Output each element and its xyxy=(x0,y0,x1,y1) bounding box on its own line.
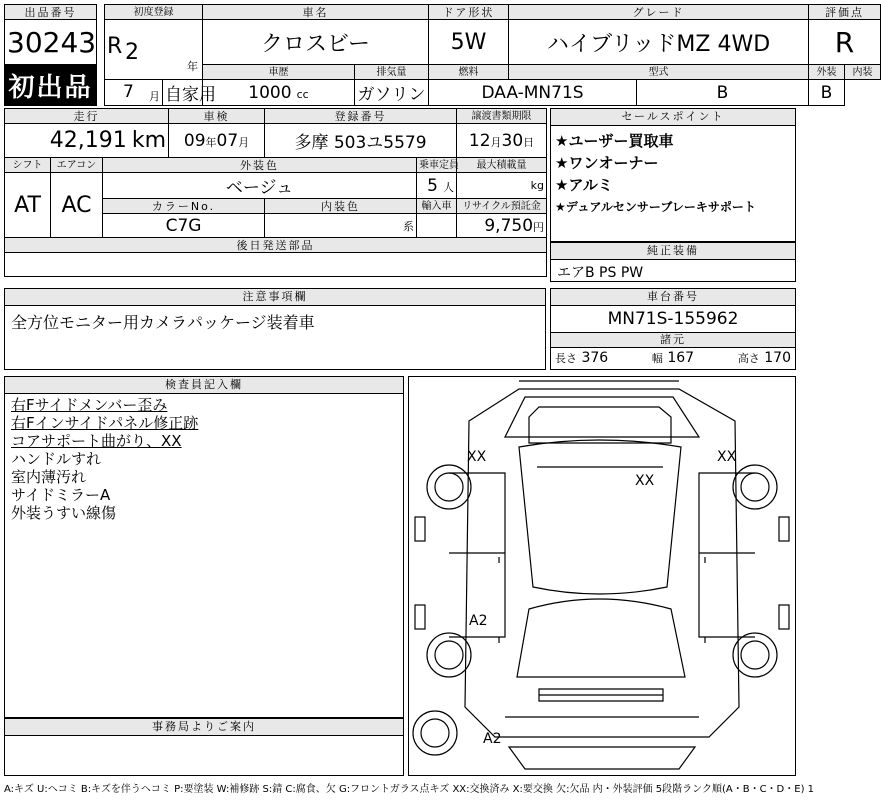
transfer-label: 譲渡書類期限 xyxy=(457,109,547,124)
inspector-lines xyxy=(5,394,403,524)
history: 自家用 xyxy=(163,80,203,106)
inspection-label: 車検 xyxy=(169,109,265,124)
month: 7 月 xyxy=(105,80,163,106)
ext-grade: B xyxy=(637,80,809,106)
mileage-label: 走行 xyxy=(5,109,169,124)
sales-item: ★デュアルセンサーブレーキサポート xyxy=(555,200,756,214)
chassis-label: 車台番号 xyxy=(551,289,795,306)
import xyxy=(417,214,457,238)
import-label: 輸入車 xyxy=(417,199,457,214)
sales-list xyxy=(551,126,795,222)
int-label: 内装 xyxy=(845,65,881,80)
inspector-line: サイドミラーA xyxy=(11,486,111,504)
history-label: 車歴 xyxy=(203,65,355,80)
capacity: 5 人 xyxy=(417,173,457,199)
transfer-deadline: 12月30日 xyxy=(457,124,547,158)
inspector-label: 検査員記入欄 xyxy=(5,377,403,394)
equipment-label: 純正装備 xyxy=(551,243,795,260)
shift: AT xyxy=(5,173,51,238)
damage-mark: XX xyxy=(467,449,487,465)
chassis-number: MN71S-155962 xyxy=(551,306,795,333)
color-label: 外装色 xyxy=(103,158,417,173)
first-reg: R 2 年 xyxy=(105,20,203,80)
car-diagram xyxy=(408,376,796,776)
displacement: 1000 cc xyxy=(203,80,355,106)
shift-label: シフト xyxy=(5,158,51,173)
sales-item: ★ユーザー買取車 xyxy=(555,132,674,150)
name-label: 車名 xyxy=(203,5,429,20)
mileage: 42,191 km xyxy=(5,124,169,158)
ac-label: エアコン xyxy=(51,158,103,173)
sales-item: ★ワンオーナー xyxy=(555,154,659,172)
notes-value: 全方位モニター用カメラパッケージ装着車 xyxy=(11,313,315,332)
exterior-color: ベージュ xyxy=(103,173,417,199)
notes-label: 注意事項欄 xyxy=(5,289,545,306)
recycle-label: リサイクル預託金 xyxy=(457,199,547,214)
recycle-fee: 9,750円 xyxy=(457,214,547,238)
inspector-line: 右Fサイドメンバー歪み xyxy=(11,396,168,414)
damage-mark: A2 xyxy=(483,731,502,747)
ext-label: 外装 xyxy=(809,65,845,80)
plate-number: 多摩 503ユ5579 xyxy=(265,124,457,158)
load-label: 最大積載量 xyxy=(457,158,547,173)
first-listing-tag: 初出品 xyxy=(5,65,97,106)
damage-mark: XX xyxy=(635,473,655,489)
damage-mark: XX xyxy=(717,449,737,465)
sales-label: セールスポイント xyxy=(551,109,795,126)
notes xyxy=(4,288,546,370)
ac: AC xyxy=(51,173,103,238)
inspector-line: 右Fインサイドパネル修正跡 xyxy=(11,414,199,432)
inspection-date: 09年07月 xyxy=(169,124,265,158)
car-outline-svg xyxy=(409,377,795,775)
door-type: 5W xyxy=(429,20,509,65)
model: DAA-MN71S xyxy=(429,80,637,106)
dims-label: 諸元 xyxy=(551,333,795,348)
sales-item: ★アルミ xyxy=(555,176,613,194)
chassis xyxy=(550,288,796,370)
inspector-line: 外装うすい線傷 xyxy=(11,504,117,522)
reg-label: 初度登録 xyxy=(105,5,203,20)
equipment-value: エアB PS PW xyxy=(557,265,644,281)
interior-label: 内装色 xyxy=(265,199,417,214)
car-name: クロスビー xyxy=(203,20,429,65)
colorno-label: カラーNo. xyxy=(103,199,265,214)
inspector-line: 室内薄汚れ xyxy=(11,468,87,486)
office-box xyxy=(4,718,404,776)
fuel-label: 燃料 xyxy=(429,65,509,80)
legend: A:キズ U:ヘコミ B:キズを伴うヘコミ P:要塗装 W:補修跡 S:錆 C:腐食、欠 G:フロントガラス点キズ XX:交換済み X:要交換 欠:欠品 内・外装評価 5段階ランク順(A・B・C・D・E) 1 xyxy=(4,784,815,795)
damage-mark: A2 xyxy=(469,613,488,629)
inspector-box xyxy=(4,376,404,718)
dimensions: 長さ 376 幅 167 高さ 170 xyxy=(555,350,791,366)
vehicle-info-table xyxy=(4,108,547,277)
equipment xyxy=(550,242,796,282)
score: R xyxy=(809,20,881,65)
load: kg xyxy=(457,173,547,199)
office-label: 事務局よりご案内 xyxy=(5,719,403,736)
header-table xyxy=(4,4,881,106)
disp-label: 排気量 xyxy=(355,65,429,80)
later-parts xyxy=(5,253,547,277)
later-parts-label: 後日発送部品 xyxy=(5,238,547,253)
inspector-line: ハンドルすれ xyxy=(11,450,102,468)
color-number: C7G xyxy=(103,214,265,238)
grade-label: グレード xyxy=(509,5,809,20)
model-label: 型式 xyxy=(509,65,809,80)
lot-label: 出品番号 xyxy=(5,5,97,20)
inspector-line: コアサポート曲がり、XX xyxy=(11,432,182,450)
capacity-label: 乗車定員 xyxy=(417,158,457,173)
grade: ハイブリッドMZ 4WD xyxy=(509,20,809,65)
interior-color: 系 xyxy=(265,214,417,238)
int-grade: B xyxy=(809,80,845,106)
score-label: 評価点 xyxy=(809,5,881,20)
fuel: ガソリン xyxy=(355,80,429,106)
lot-number: 30243 xyxy=(5,20,97,65)
sales-points xyxy=(550,108,796,242)
plate-label: 登録番号 xyxy=(265,109,457,124)
door-label: ドア形状 xyxy=(429,5,509,20)
